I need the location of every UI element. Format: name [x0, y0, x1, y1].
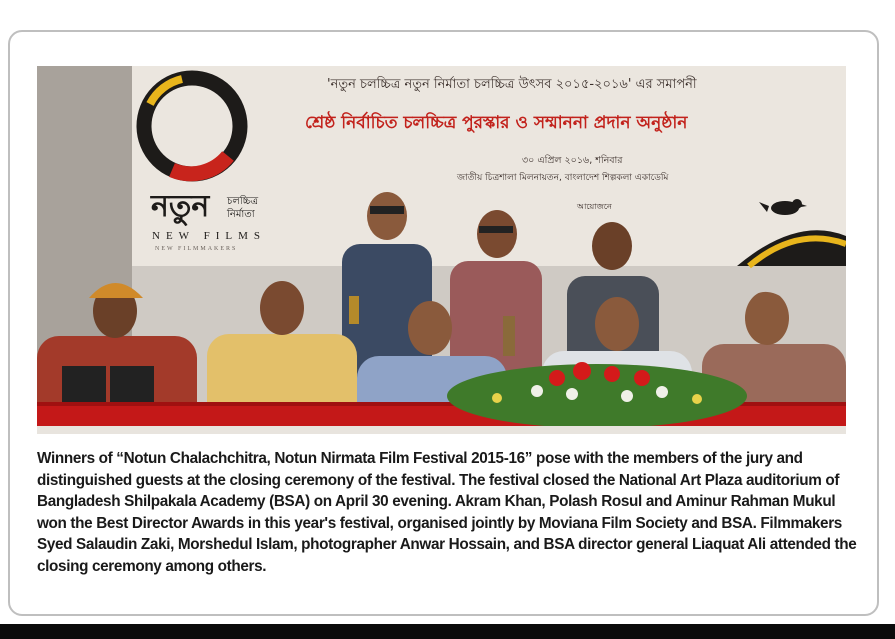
logo-english-subtext: NEW FILMMAKERS [155, 246, 238, 252]
logo-side-text-1: চলচ্চিত্র [227, 196, 259, 207]
logo-side-text-2: নির্মাতা [227, 209, 255, 220]
award-box-1 [62, 366, 106, 402]
banner-venue: জাতীয় চিত্রশালা মিলনায়তন, বাংলাদেশ শিল্পকলা একাডেমি [457, 173, 669, 183]
logo-main-text: নতুন [151, 189, 210, 224]
banner-title-line-2: শ্রেষ্ঠ নির্বাচিত চলচ্চিত্র পুরস্কার ও সম্মাননা প্রদান অনুষ্ঠান [305, 113, 688, 133]
page-bottom-band [0, 624, 895, 639]
logo-english-text: NEW FILMS [152, 230, 266, 242]
photo-caption: Winners of “Notun Chalachchitra, Notun Nirmata Film Festival 2015-16” pose with the members of the jury and distinguished guests at the closing ceremony of the festival. The festival closed the National Art Plaza auditorium of Bangladesh Shilpakala Academy (BSA) on April 30 evening. Akram Khan, Polash Rosul and Aminur Rahman Mukul won the Best Director Awards in this year's festival, organised jointly by Moviana Film Society and BSA. Filmmakers Syed Salaudin Zaki, Morshedul Islam, photographer Anwar Hossain, and BSA director general Liaquat Ali attended the closing ceremony among others. [37, 450, 857, 575]
event-photo [37, 66, 846, 434]
banner-organizer-label: আয়োজনে [577, 202, 612, 211]
banner-title-line-1: 'নতুন চলচ্চিত্র নতুন নির্মাতা চলচ্চিত্র উৎসব ২০১৫-২০১৬' এর সমাপনী [327, 77, 697, 92]
banner-date: ৩০ এপ্রিল ২০১৬, শনিবার [522, 155, 623, 166]
award-box-2 [110, 366, 154, 402]
